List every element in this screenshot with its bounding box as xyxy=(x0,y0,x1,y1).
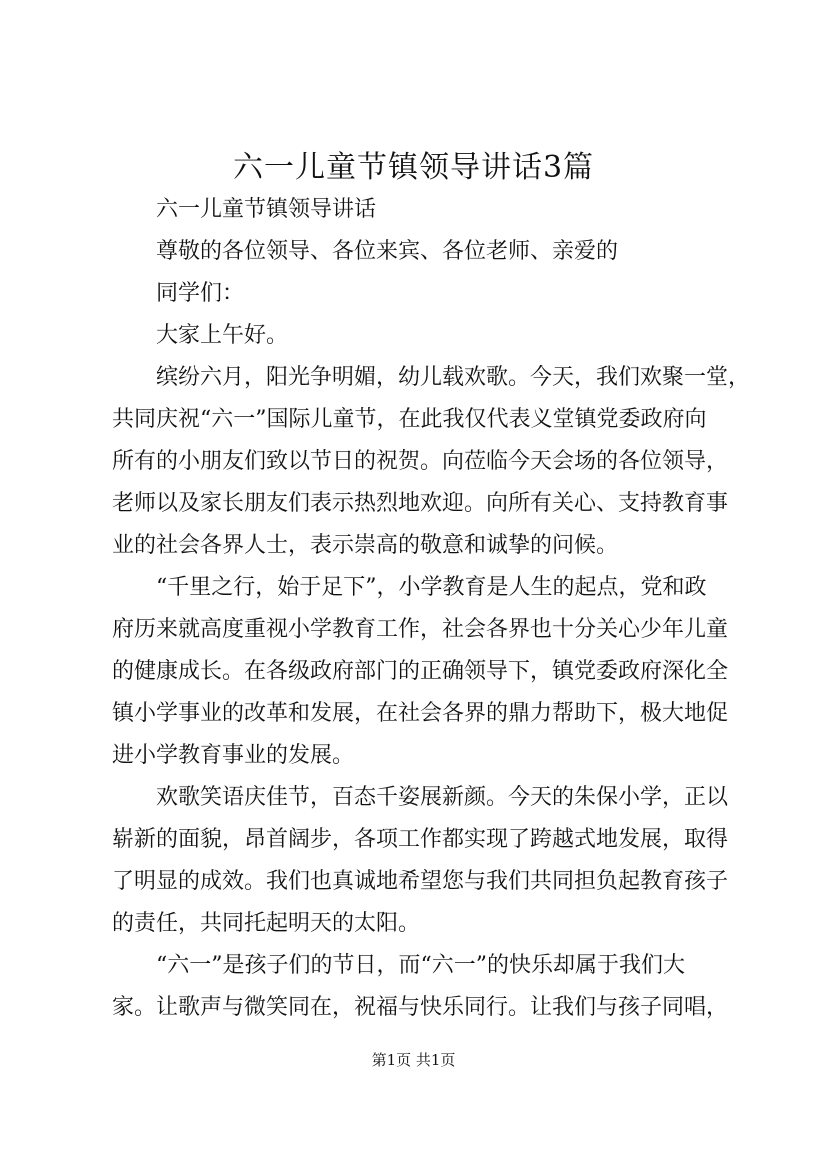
paragraph-line: 所有的小朋友们致以节日的祝贺。向莅临今天会场的各位领导， xyxy=(112,449,729,474)
spacer xyxy=(112,266,726,280)
spacer xyxy=(112,602,726,616)
paragraph-line: 老师以及家长朋友们表示热烈地欢迎。向所有关心、支持教育事 xyxy=(112,491,729,516)
paragraph-line: 欢歌笑语庆佳节，百态千姿展新颜。今天的朱保小学，正以 xyxy=(156,785,729,810)
spacer xyxy=(112,980,726,994)
greeting-line-2: 同学们： xyxy=(156,281,245,306)
spacer xyxy=(112,350,726,364)
spacer xyxy=(112,476,726,490)
paragraph-2 xyxy=(112,574,729,770)
paragraph-line: 的健康成长。在各级政府部门的正确领导下，镇党委政府深化全 xyxy=(112,659,729,684)
spacer xyxy=(112,308,726,322)
paragraph-line: 进小学教育事业的发展。 xyxy=(112,743,355,768)
paragraph-line: “六一”是孩子们的节日，而“六一”的快乐却属于我们大 xyxy=(156,953,685,978)
paragraph-line: 镇小学事业的改革和发展，在社会各界的鼎力帮助下，极大地促 xyxy=(112,701,729,726)
paragraph-line: 家。让歌声与微笑同在，祝福与快乐同行。让我们与孩子同唱， xyxy=(112,995,729,1020)
spacer xyxy=(112,644,726,658)
spacer xyxy=(112,896,726,910)
spacer xyxy=(112,560,726,574)
paragraph-1 xyxy=(112,364,751,560)
spacer xyxy=(112,434,726,448)
spacer xyxy=(112,392,726,406)
subtitle: 六一儿童节镇领导讲话 xyxy=(156,197,377,222)
spacer xyxy=(112,518,726,532)
salutation: 大家上午好。 xyxy=(156,323,289,348)
paragraph-line: 府历来就高度重视小学教育工作，社会各界也十分关心少年儿童 xyxy=(112,617,729,642)
paragraph-line: 共同庆祝“六一”国际儿童节，在此我仅代表义堂镇党委政府向 xyxy=(112,407,707,432)
paragraph-line: 业的社会各界人士，表示崇高的敬意和诚挚的问候。 xyxy=(112,533,619,558)
spacer xyxy=(112,224,726,238)
paragraph-line: 缤纷六月，阳光争明媚，幼儿载欢歌。今天，我们欢聚一堂， xyxy=(156,365,751,390)
document-title: 六一儿童节镇领导讲话3篇 xyxy=(232,150,595,185)
paragraph-4 xyxy=(112,952,729,1022)
document-body xyxy=(112,196,751,1022)
greeting-line-1: 尊敬的各位领导、各位来宾、各位老师、亲爱的 xyxy=(156,239,619,264)
paragraph-3 xyxy=(112,784,729,938)
paragraph-line: “千里之行，始于足下”，小学教育是人生的起点，党和政 xyxy=(156,575,707,600)
paragraph-line: 崭新的面貌，昂首阔步，各项工作都实现了跨越式地发展，取得 xyxy=(112,827,729,852)
paragraph-line: 了明显的成效。我们也真诚地希望您与我们共同担负起教育孩子 xyxy=(112,869,729,894)
page-footer: 第1页 共1页 xyxy=(371,1051,456,1069)
spacer xyxy=(112,854,726,868)
spacer xyxy=(112,812,726,826)
spacer xyxy=(112,686,726,700)
paragraph-line: 的责任，共同托起明天的太阳。 xyxy=(112,911,421,936)
spacer xyxy=(112,938,726,952)
spacer xyxy=(112,770,726,784)
spacer xyxy=(112,728,726,742)
